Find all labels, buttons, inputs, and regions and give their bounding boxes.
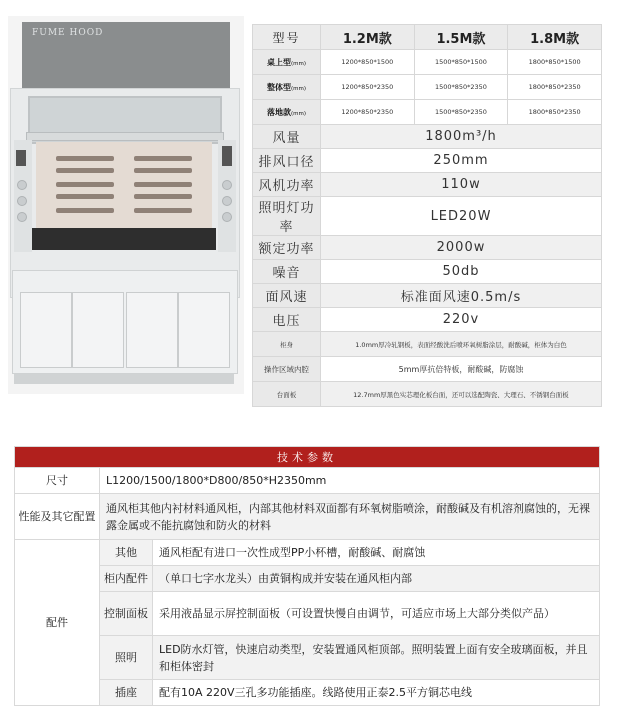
accessory-value: 采用液晶显示屏控制面板（可设置快慢自由调节，可适应市场上大部分类似产品） — [153, 592, 600, 636]
spec-row-voltage — [253, 308, 602, 332]
hood-logo-text: FUME HOOD — [32, 28, 104, 38]
spec-dimension-row — [253, 100, 602, 125]
dimension-value: 1800*850*2350 — [508, 100, 602, 125]
spec-row-label: 噪音 — [253, 260, 321, 284]
dimension-value: 1200*850*1500 — [321, 50, 415, 75]
dimension-value: 1500*850*2350 — [414, 75, 508, 100]
tech-row-size — [15, 468, 600, 494]
tech-row-accessory — [15, 540, 600, 566]
accessory-value: LED防水灯管，快速启动类型，安装置通风柜顶部。照明装置上面有安全玻璃面板，并且和柜体密封 — [153, 636, 600, 680]
spec-row-value: 标准面风速0.5m/s — [321, 284, 602, 308]
spec-row-label: 额定功率 — [253, 236, 321, 260]
spec-row-airflow — [253, 125, 602, 149]
model-1-2m: 1.2M款 — [321, 25, 415, 50]
tech-row-value: L1200/1500/1800*D800/850*H2350mm — [100, 468, 600, 494]
dimension-value: 1200*850*2350 — [321, 75, 415, 100]
spec-row-value: 5mm厚抗倍特板，耐酸碱，防腐蚀 — [321, 357, 602, 382]
valve-knob-icon — [17, 212, 27, 222]
black-worktop — [32, 228, 216, 250]
spec-row-light-power — [253, 197, 602, 236]
tech-row-label: 尺寸 — [15, 468, 100, 494]
dimension-value: 1500*850*2350 — [414, 100, 508, 125]
tech-row-value: 通风柜其他内衬材料通风柜，内部其他材料双面都有环氧树脂喷涂，耐酸碱及有机溶剂腐蚀的，无裸露金属或不能抗腐蚀和防火的材料 — [100, 494, 600, 540]
spec-row-value: LED20W — [321, 197, 602, 236]
spec-row-value: 220v — [321, 308, 602, 332]
spec-row-value: 110w — [321, 173, 602, 197]
tech-row-accessory — [15, 592, 600, 636]
spec-row-value: 1.0mm厚冷轧钢板，表面经酸洗后喷环氧树脂涂层，耐酸碱，柜体为白色 — [321, 332, 602, 357]
sash-handle-bar — [26, 132, 224, 141]
spec-dimension-row — [253, 50, 602, 75]
spec-row-label: 排风口径 — [253, 149, 321, 173]
dimension-value: 1800*850*2350 — [508, 75, 602, 100]
spec-row-value: 250mm — [321, 149, 602, 173]
tech-params-table — [14, 446, 600, 706]
cabinet-door — [20, 292, 72, 368]
cabinet-door — [178, 292, 230, 368]
model-1-5m: 1.5M款 — [414, 25, 508, 50]
spec-row-fan-power — [253, 173, 602, 197]
spec-row-label: 操作区域内腔 — [253, 357, 321, 382]
dimension-label: 桌上型(mm) — [253, 50, 321, 75]
tech-row-accessory — [15, 566, 600, 592]
cabinet-door — [126, 292, 178, 368]
valve-knob-icon — [17, 180, 27, 190]
valve-knob-icon — [222, 212, 232, 222]
spec-row-inner-chamber — [253, 357, 602, 382]
tech-params-title: 技术参数 — [15, 447, 600, 468]
spec-row-noise — [253, 260, 602, 284]
control-panel-icon — [222, 146, 232, 166]
accessory-label: 其他 — [100, 540, 153, 566]
dimension-value: 1800*850*1500 — [508, 50, 602, 75]
spec-row-value: 2000w — [321, 236, 602, 260]
dimension-label: 整体型(mm) — [253, 75, 321, 100]
control-panel-icon — [16, 150, 26, 166]
accessories-label: 配件 — [15, 540, 100, 706]
valve-knob-icon — [222, 196, 232, 206]
spec-row-label: 柜身 — [253, 332, 321, 357]
dimension-value: 1500*850*1500 — [414, 50, 508, 75]
accessory-label: 柜内配件 — [100, 566, 153, 592]
tech-row-performance — [15, 494, 600, 540]
dimension-label: 落地款(mm) — [253, 100, 321, 125]
spec-row-cabinet-body — [253, 332, 602, 357]
accessory-label: 控制面板 — [100, 592, 153, 636]
accessory-label: 照明 — [100, 636, 153, 680]
spec-row-worktop — [253, 382, 602, 407]
tech-row-accessory — [15, 680, 600, 706]
spec-row-label: 面风速 — [253, 284, 321, 308]
spec-dimension-row — [253, 75, 602, 100]
spec-header-row — [253, 25, 602, 50]
spec-row-label: 电压 — [253, 308, 321, 332]
spec-row-value: 12.7mm厚黑色实芯理化板台面，还可以选配陶瓷、大理石、不锈钢台面板 — [321, 382, 602, 407]
spec-row-face-velocity — [253, 284, 602, 308]
accessory-value: 配有10A 220V三孔多功能插座。线路使用正泰2.5平方铜芯电线 — [153, 680, 600, 706]
spec-row-label: 照明灯功率 — [253, 197, 321, 236]
cabinet-door — [72, 292, 124, 368]
spec-header-label: 型号 — [253, 25, 321, 50]
accessory-label: 插座 — [100, 680, 153, 706]
spec-row-label: 风机功率 — [253, 173, 321, 197]
model-1-8m: 1.8M款 — [508, 25, 602, 50]
tech-row-label: 性能及其它配置 — [15, 494, 100, 540]
accessory-value: （单口七字水龙头）由黄铜构成并安装在通风柜内部 — [153, 566, 600, 592]
spec-row-label: 风量 — [253, 125, 321, 149]
spec-table — [252, 24, 602, 407]
spec-row-label: 台面板 — [253, 382, 321, 407]
dimension-value: 1200*850*2350 — [321, 100, 415, 125]
spec-row-value: 50db — [321, 260, 602, 284]
valve-knob-icon — [17, 196, 27, 206]
spec-row-rated-power — [253, 236, 602, 260]
valve-knob-icon — [222, 180, 232, 190]
spec-row-exhaust — [253, 149, 602, 173]
tech-row-accessory — [15, 636, 600, 680]
cabinet-plinth — [14, 374, 234, 384]
tech-params-title-row — [15, 447, 600, 468]
accessory-value: 通风柜配有进口一次性成型PP小杯槽，耐酸碱、耐腐蚀 — [153, 540, 600, 566]
spec-row-value: 1800m³/h — [321, 125, 602, 149]
